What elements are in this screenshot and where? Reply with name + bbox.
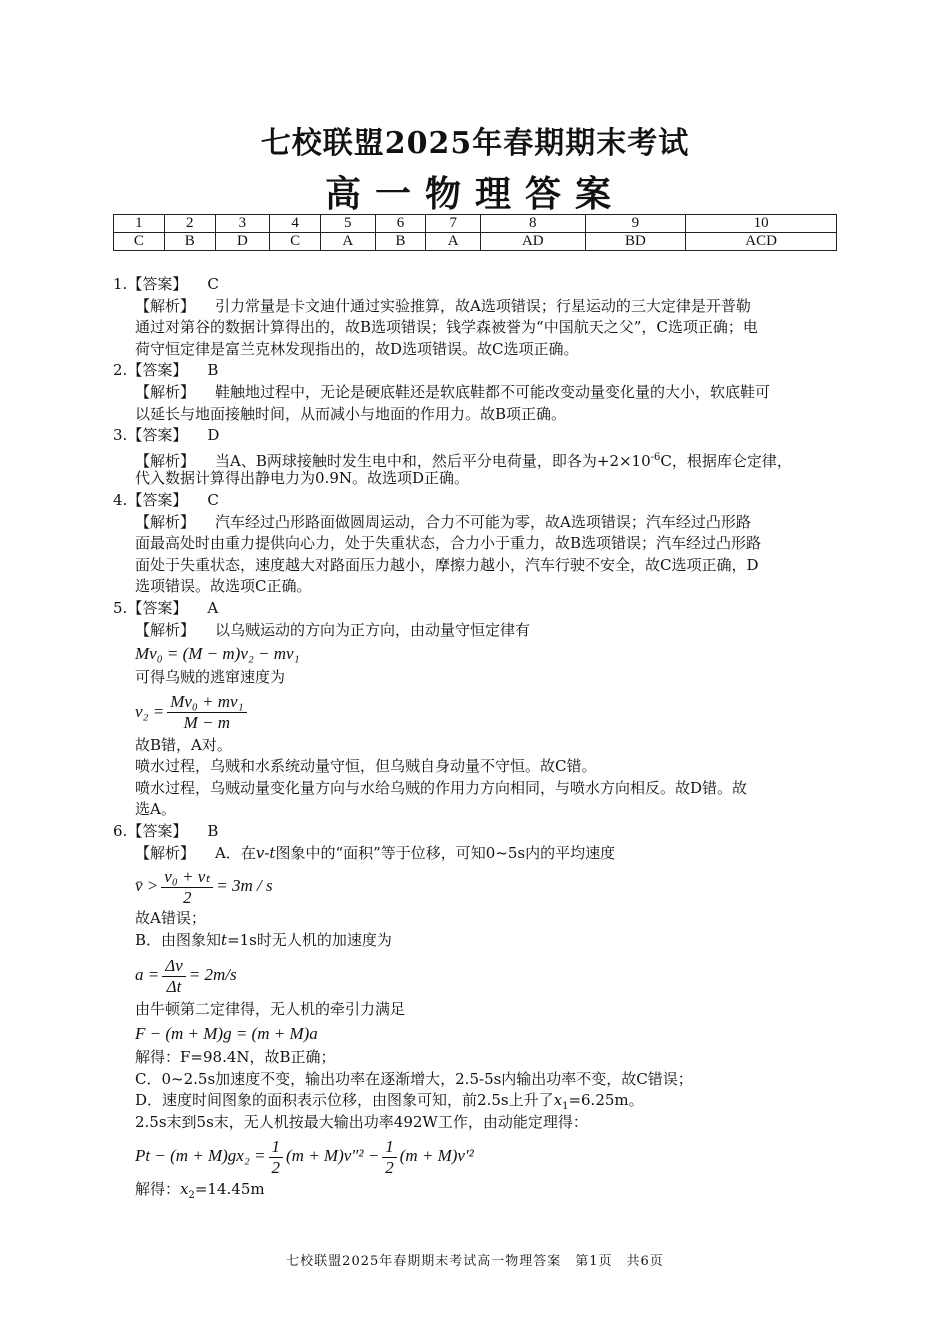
fraction <box>269 1137 284 1178</box>
analysis-text: D．速度时间图象的面积表示位移，由图象可知，前2.5s上升了 <box>135 1091 554 1110</box>
analysis-text: 喷水过程，乌贼和水系统动量守恒，但乌贼自身动量不守恒。故C错。 <box>135 757 597 776</box>
q2-answer-line <box>113 360 839 382</box>
analysis-text: =1s时无人机的加速度为 <box>227 930 392 949</box>
analysis-text: 面最高处时由重力提供向心力，处于失重状态，合力小于重力，故B选项错误；汽车经过凸形路 <box>135 534 762 553</box>
table-cell: 5 <box>321 215 376 233</box>
question-number: 1. <box>113 275 128 293</box>
analysis-label: 【解析】 <box>135 843 196 862</box>
analysis-text: 代入数据计算得出静电力为0.9N。故选项D正确。 <box>135 469 470 488</box>
analysis-text: 故A错误； <box>135 909 206 928</box>
analysis-text: C，根据库仑定律， <box>660 451 792 470</box>
analysis-text: 汽车经过凸形路面做圆周运动，合力不可能为零，故A选项错误；汽车经过凸形路 <box>215 512 751 531</box>
variable: x <box>553 1091 563 1110</box>
analysis-text: 2.5s末到5s末，无人机按最大输出功率492W工作，由动能定理得： <box>135 1112 588 1131</box>
table-cell: B <box>375 233 426 251</box>
page-footer: 七校联盟2025年春期期末考试高一物理答案 第1页 共6页 <box>286 1254 664 1269</box>
q4-analysis-line <box>113 512 839 534</box>
answer-label: 【答案】 <box>127 822 188 841</box>
equation-rhs: = 3m / s <box>216 876 273 896</box>
question-number: 3. <box>113 426 128 445</box>
answer-value: C <box>207 275 219 293</box>
solutions-body <box>113 274 839 1201</box>
q5-answer-line <box>113 598 839 620</box>
answer-value: B <box>207 822 219 841</box>
analysis-text-line <box>113 1090 839 1112</box>
analysis-label: 【解析】 <box>135 296 196 315</box>
table-cell: C <box>114 233 165 251</box>
q5-analysis-line <box>113 620 839 642</box>
fraction <box>162 956 186 997</box>
analysis-text: 可得乌贼的逃窜速度为 <box>135 668 286 687</box>
table-cell: A <box>426 233 481 251</box>
fraction-denominator: Δt <box>166 977 182 997</box>
question-number: 6. <box>113 822 128 841</box>
analysis-text: 以乌贼运动的方向为正方向，由动量守恒定律有 <box>215 620 531 639</box>
table-cell: BD <box>585 233 686 251</box>
subscript: 1 <box>562 1101 569 1113</box>
analysis-text: 面处于失重状态，速度越大对路面压力越小，摩擦力越小，汽车行驶不安全，故C选项正确，D <box>135 555 759 574</box>
answer-label: 【答案】 <box>127 598 188 617</box>
analysis-text: 喷水过程，乌贼动量变化量方向与水给乌贼的作用力方向相同，与喷水方向相反。故D错。故 <box>135 778 748 797</box>
table-cell: 10 <box>686 215 837 233</box>
equation-lhs: v₂ = <box>135 701 165 721</box>
question-number: 4. <box>113 490 128 509</box>
equation-rhs: = 2m/s <box>188 965 237 985</box>
analysis-text: 荷守恒定律是富兰克林发现指出的，故D选项错误。故C选项正确。 <box>135 339 579 358</box>
equation-part: Pt − (m + M)gx₂ = <box>135 1146 266 1166</box>
q6-analysis-line <box>113 843 839 865</box>
table-cell: D <box>215 233 270 251</box>
analysis-text-line <box>113 930 839 952</box>
answer-label: 【答案】 <box>127 361 188 380</box>
fraction-numerator: v₀ + vₜ <box>161 867 213 888</box>
analysis-text: 选项错误。故选项C正确。 <box>135 577 312 596</box>
fraction-denominator: M − m <box>183 713 231 733</box>
momentum-equation: Mv₀ = (M − m)v₂ − mv₁ <box>135 644 300 664</box>
page-subtitle: 高一物理答案 <box>324 173 625 215</box>
fraction-denominator: 2 <box>183 887 192 907</box>
analysis-text: 图象中的“面积”等于位移，可知0~5s内的平均速度 <box>275 843 616 862</box>
variable: v-t <box>255 843 276 862</box>
table-cell: 8 <box>481 215 586 233</box>
analysis-text: 当A、B两球接触时发生电中和，然后平分电荷量，即各为+2×10 <box>215 451 651 470</box>
q1-answer-line <box>113 274 839 296</box>
table-cell: 1 <box>114 215 165 233</box>
subscript: 2 <box>188 1190 195 1202</box>
table-cell: 3 <box>215 215 270 233</box>
fraction-numerator: Mv₀ + mv₁ <box>167 692 246 713</box>
answer-label: 【答案】 <box>127 275 188 293</box>
answer-table-numbers-row <box>114 215 837 233</box>
fraction <box>382 1137 397 1178</box>
analysis-text-line <box>113 1179 839 1201</box>
newton-equation: F − (m + M)g = (m + M)a <box>135 1024 318 1044</box>
question-number: 2. <box>113 361 128 380</box>
answer-value: A <box>207 598 219 617</box>
fraction-numerator: 1 <box>382 1137 397 1158</box>
q3-analysis-line <box>113 447 839 469</box>
analysis-text: 由牛顿第二定律得，无人机的牵引力满足 <box>135 1000 406 1019</box>
fraction-numerator: 1 <box>269 1137 284 1158</box>
analysis-text: 故B错，A对。 <box>135 735 232 754</box>
q2-analysis-line <box>113 382 839 404</box>
table-cell: B <box>164 233 215 251</box>
answer-value: D <box>207 426 220 445</box>
analysis-text: C．0~2.5s加速度不变，输出功率在逐渐增大，2.5-5s内输出功率不变，故C错误； <box>135 1069 693 1088</box>
table-cell: 7 <box>426 215 481 233</box>
table-cell: AD <box>481 233 586 251</box>
analysis-text: B．由图象知 <box>135 930 222 949</box>
analysis-label: 【解析】 <box>135 382 196 401</box>
equation-lhs: v̄ > <box>135 876 159 896</box>
analysis-text: 解得： <box>135 1180 181 1199</box>
equation-lhs: a = <box>135 965 160 985</box>
velocity-equation <box>113 689 839 735</box>
analysis-text: 引力常量是卡文迪什通过实验推算，故A选项错误；行星运动的三大定律是开普勒 <box>215 296 751 315</box>
q3-answer-line <box>113 425 839 447</box>
fraction <box>161 867 213 908</box>
q4-answer-line <box>113 490 839 512</box>
question-number: 5. <box>113 598 128 617</box>
equation-part: (m + M)v′² <box>399 1146 474 1166</box>
answer-table <box>113 214 837 251</box>
analysis-label: 【解析】 <box>135 512 196 531</box>
equation-part: (m + M)v″² − <box>286 1146 380 1166</box>
analysis-text: 解得：F=98.4N，故B正确； <box>135 1048 336 1067</box>
analysis-text: A．在 <box>215 843 256 862</box>
answer-label: 【答案】 <box>127 490 188 509</box>
average-velocity-equation <box>113 864 839 908</box>
answer-value: C <box>207 490 219 509</box>
answer-value: B <box>207 361 219 380</box>
fraction-numerator: Δv <box>162 956 186 977</box>
analysis-label: 【解析】 <box>135 620 196 639</box>
fraction-denominator: 2 <box>271 1158 280 1177</box>
fraction <box>167 692 246 733</box>
variable: x <box>180 1180 189 1199</box>
table-cell: 6 <box>375 215 426 233</box>
exponent: -6 <box>650 451 661 463</box>
variable: t <box>221 930 228 949</box>
q1-analysis-line <box>113 296 839 318</box>
table-cell: A <box>321 233 376 251</box>
analysis-label: 【解析】 <box>135 451 196 470</box>
energy-equation <box>113 1133 839 1179</box>
answer-table-answers-row <box>114 233 837 251</box>
table-cell: 4 <box>270 215 321 233</box>
table-cell: 2 <box>164 215 215 233</box>
exam-title: 七校联盟2025年春期期末考试 <box>260 126 690 161</box>
analysis-text: =14.45m <box>194 1180 265 1199</box>
fraction-denominator: 2 <box>385 1158 394 1177</box>
answer-label: 【答案】 <box>127 426 188 445</box>
analysis-text: 鞋触地过程中，无论是硬底鞋还是软底鞋都不可能改变动量变化量的大小，软底鞋可 <box>215 382 771 401</box>
analysis-text: 选A。 <box>135 800 176 819</box>
q6-answer-line <box>113 821 839 843</box>
analysis-text: 以延长与地面接触时间，从而减小与地面的作用力。故B项正确。 <box>135 404 567 423</box>
table-cell: ACD <box>686 233 837 251</box>
analysis-text: 通过对第谷的数据计算得出的，故B选项错误；钱学森被誉为“中国航天之父”，C选项正确；电 <box>135 318 758 337</box>
acceleration-equation <box>113 951 839 999</box>
table-cell: C <box>270 233 321 251</box>
table-cell: 9 <box>585 215 686 233</box>
analysis-text: =6.25m。 <box>568 1091 644 1110</box>
